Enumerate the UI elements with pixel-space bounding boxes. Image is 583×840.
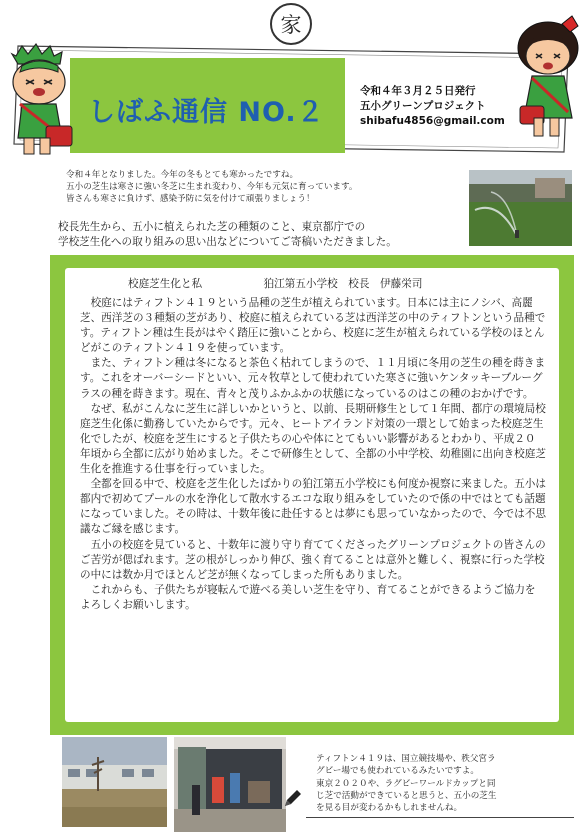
lead-text: [58, 220, 397, 250]
letter-author: 狛江第五小学校 校長 伊藤栄司: [263, 278, 423, 290]
mascot-boy-icon: [6, 42, 76, 160]
letter-title: 校庭芝生化と私: [128, 278, 203, 290]
letter-paragraph: また、ティフトン種は冬になると茶色く枯れてしまうので、１１月頃に冬用の芝生の種を蒔きます。これをオーバーシードといい、元々牧草として使われていた寒さに強いケンタッキーブルーグラスの種を蒔きます。現在、青々と茂りふかふかの状態になっているのはこの種のおかげです。: [80, 357, 546, 400]
photo-storage-shed: [174, 737, 286, 832]
letter-paragraph: 五小の校庭を見ていると、十数年に渡り守り育ててくださったグリーンプロジェクトの皆さんのご苦労が偲ばれます。芝の根がしっかり伸び、強く育てることは意外と難しく、視察に行った学校の中には数か月でほとんど芝が無くなってしまった所もありました。: [80, 538, 546, 581]
mascot-girl-icon: [512, 14, 582, 164]
photo-school-yard: [62, 737, 167, 827]
footnote-text: [316, 753, 496, 814]
contact-email[interactable]: shibafu4856@gmail.com: [360, 115, 505, 127]
footnote-line: じ芝で活動ができていると思うと、五小の芝生: [316, 790, 497, 801]
newsletter-title: しばふ通信 NO.２: [88, 97, 325, 128]
lead-line: 学校芝生化への取り組みの思い出などについてご寄稿いただきました。: [58, 236, 397, 248]
issue-org: 五小グリーンプロジェクト: [360, 100, 486, 112]
photo-sprinkler-field: [469, 170, 572, 246]
intro-line: 五小の芝生は寒さに強い冬芝に生まれ変わり、今年も元気に育っています。: [66, 182, 358, 192]
footnote-line: 東京２０２０や、ラグビーワールドカップと同: [316, 778, 496, 789]
letter-paragraph: 全都を回る中で、校庭を芝生化したばかりの狛江第五小学校にも何度か視察に来ました。五小は都内で初めてプールの水を浄化して散水するエコな取り組みをしていたので係の中ではとても話題になっていました。その時は、十数年後に赴任するとは夢にも思っていなかったので、今では不思議なご縁を感じます。: [80, 478, 546, 536]
lead-line: 校長先生から、五小に植えられた芝の種類のこと、東京都庁での: [58, 221, 366, 233]
pencil-icon: [282, 787, 304, 809]
issue-date: 令和４年３月２５日発行: [360, 85, 476, 97]
issue-info: [360, 84, 505, 129]
footnote-line: グビー場でも使われているみたいですよ。: [316, 766, 479, 777]
intro-line: 令和４年となりました。今年の冬もとても寒かったですね。: [66, 170, 299, 180]
letter-body: [80, 296, 546, 613]
footnote-line: ティフトン４１９は、国立競技場や、秩父宮ラ: [316, 754, 496, 764]
intro-line: 皆さんも寒さに負けず、感染予防に気を付けて頑張りましょう！: [66, 194, 315, 204]
footnote-line: を見る目が変わるかもしれませんね。: [316, 803, 463, 814]
letter-paragraph: 校庭にはティフトン４１９という品種の芝生が植えられています。日本には主にノシバ、高麗芝、西洋芝の３種類の芝があり、校庭に植えられている芝は西洋芝の中のティフトンという品種です。ティフトン種は生長がはやく踏圧に強いことから、校庭に芝生が植えられている学校のほとんどがこのティフトン４１９を使っています。: [80, 297, 546, 355]
intro-text: [66, 169, 358, 205]
section-mark: 家: [270, 3, 312, 45]
letter-paragraph: これからも、子供たちが寝転んで遊べる美しい芝生を守り、育てることができるようご協力をよろしくお願いします。: [80, 583, 536, 611]
footnote-underline: [306, 817, 574, 818]
letter-paragraph: なぜ、私がこんなに芝生に詳しいかというと、以前、長期研修生として１年間、都庁の環境局校庭芝生化係に勤務していたからです。元々、ヒートアイランド対策の一環として始まった校庭芝生化でしたが、校庭を芝生にすると子供たちの心や体にとてもいい影響があるとわかり、平成２０年頃から全都に広がり始めました。そこで研修生として、全都の小中学校、幼稚園に出向き校庭芝生化を推進する仕事を行っていました。: [80, 402, 546, 476]
letter-header: [80, 276, 422, 291]
